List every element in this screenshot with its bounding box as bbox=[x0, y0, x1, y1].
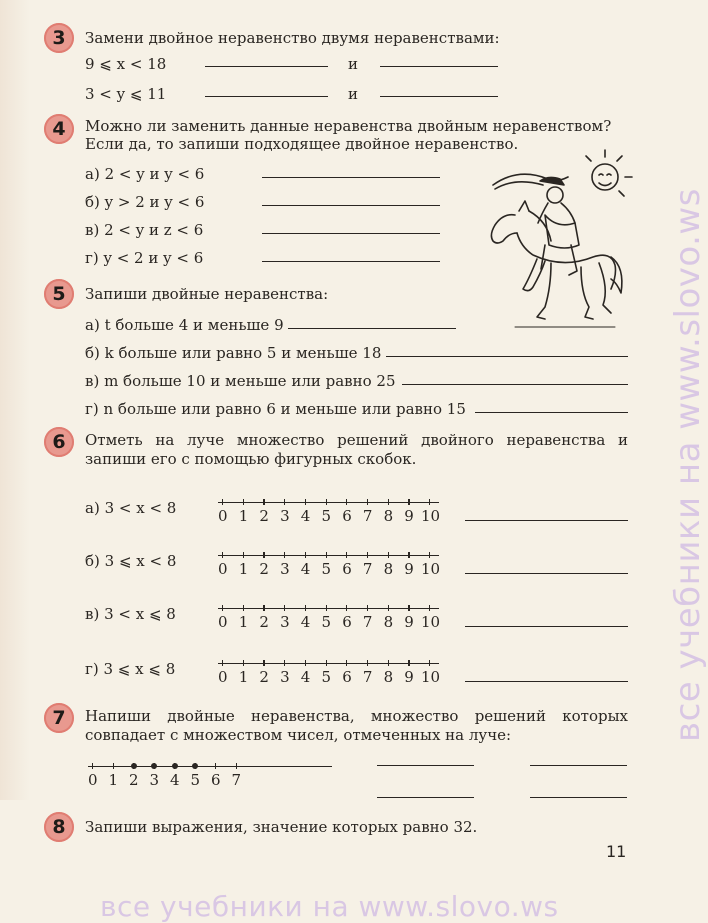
number-line-tick-label: 8 bbox=[383, 560, 394, 578]
task-3-number: 3 bbox=[44, 23, 74, 53]
task-6-item-d: г) 3 ⩽ x ⩽ 8 bbox=[85, 660, 176, 678]
number-line-tick bbox=[243, 552, 244, 558]
number-line-tick bbox=[222, 552, 223, 558]
answer-line[interactable] bbox=[377, 797, 474, 798]
task-4-number: 4 bbox=[44, 114, 74, 144]
number-line-tick-label: 3 bbox=[280, 507, 290, 525]
number-line-tick bbox=[408, 660, 409, 666]
number-line-tick bbox=[326, 605, 327, 611]
answer-line[interactable] bbox=[262, 205, 440, 206]
marked-point bbox=[131, 763, 137, 769]
number-line-tick-label: 7 bbox=[362, 507, 373, 525]
number-line-tick-label: 7 bbox=[362, 668, 373, 686]
task-4-line-2: Если да, то запиши подходящее двойное неравенство. bbox=[85, 135, 519, 153]
number-line-tick bbox=[263, 605, 264, 611]
answer-line[interactable] bbox=[288, 328, 456, 329]
task-3-row-1: 9 ⩽ x < 18 bbox=[85, 55, 167, 73]
task-5-number: 5 bbox=[44, 279, 74, 309]
answer-line[interactable] bbox=[465, 520, 628, 521]
task-5-item-d: г) n больше или равно 6 и меньше или равно 15 bbox=[85, 400, 466, 418]
number-line-tick bbox=[243, 605, 244, 611]
number-line-tick-label: 10 bbox=[421, 668, 441, 686]
answer-line[interactable] bbox=[465, 681, 628, 682]
number-line-axis bbox=[218, 502, 439, 503]
answer-line[interactable] bbox=[530, 797, 627, 798]
number-line-tick-label: 8 bbox=[383, 668, 394, 686]
answer-line[interactable] bbox=[262, 177, 440, 178]
number-line-tick bbox=[284, 499, 285, 505]
number-line-tick bbox=[346, 605, 347, 611]
horse-rider-illustration bbox=[485, 145, 630, 335]
number-line-tick bbox=[263, 552, 264, 558]
task-5-title: Запиши двойные неравенства: bbox=[85, 285, 329, 303]
number-line-tick-label: 10 bbox=[421, 560, 441, 578]
task-6-number: 6 bbox=[44, 427, 74, 457]
number-line-tick-label: 4 bbox=[170, 771, 180, 789]
number-line-tick-label: 6 bbox=[342, 668, 352, 686]
answer-line[interactable] bbox=[380, 96, 498, 97]
number-line-tick bbox=[429, 552, 430, 558]
number-line-tick-label: 3 bbox=[149, 771, 160, 789]
number-line-tick-label: 9 bbox=[404, 560, 414, 578]
number-line-tick bbox=[408, 605, 409, 611]
answer-line[interactable] bbox=[205, 66, 328, 67]
number-line-tick-label: 6 bbox=[342, 507, 352, 525]
number-line-tick bbox=[346, 499, 347, 505]
bottom-watermark: все учебники на www.slovo.ws bbox=[100, 890, 559, 923]
number-line-tick-label: 4 bbox=[300, 560, 311, 578]
number-line-tick bbox=[263, 660, 264, 666]
number-line-tick bbox=[222, 605, 223, 611]
number-line-tick-label: 6 bbox=[342, 613, 352, 631]
number-line-tick-label: 0 bbox=[218, 613, 228, 631]
answer-line[interactable] bbox=[377, 765, 474, 766]
number-line-tick-label: 3 bbox=[280, 668, 290, 686]
number-line-tick-label: 7 bbox=[362, 613, 373, 631]
task-8-title: Запиши выражения, значение которых равно 32. bbox=[85, 818, 478, 836]
number-line-tick-label: 10 bbox=[421, 507, 441, 525]
number-line-tick-label: 2 bbox=[129, 771, 139, 789]
task-4-item-b: б) y > 2 и y < 6 bbox=[85, 193, 205, 211]
answer-line[interactable] bbox=[262, 261, 440, 262]
number-line-tick-label: 5 bbox=[321, 668, 332, 686]
number-line-tick bbox=[222, 660, 223, 666]
marked-point bbox=[151, 763, 157, 769]
task-5-item-a: а) t больше 4 и меньше 9 bbox=[85, 316, 284, 334]
number-line-tick-label: 3 bbox=[280, 613, 290, 631]
page-number: 11 bbox=[606, 842, 627, 861]
marked-point bbox=[172, 763, 178, 769]
task-8-number: 8 bbox=[44, 812, 74, 842]
number-line-tick bbox=[305, 552, 306, 558]
number-line-tick bbox=[284, 605, 285, 611]
answer-line[interactable] bbox=[465, 626, 628, 627]
task-3-title: Замени двойное неравенство двумя неравенствами: bbox=[85, 29, 500, 47]
number-line-tick-label: 4 bbox=[300, 613, 311, 631]
number-line-tick bbox=[388, 552, 389, 558]
number-line-tick bbox=[326, 660, 327, 666]
task-4-line-1: Можно ли заменить данные неравенства двойным неравенством? bbox=[85, 117, 612, 135]
number-line-tick-label: 6 bbox=[211, 771, 221, 789]
number-line-axis bbox=[218, 608, 439, 609]
number-line-tick bbox=[284, 552, 285, 558]
number-line-tick bbox=[367, 552, 368, 558]
answer-line[interactable] bbox=[465, 573, 628, 574]
task-7-line-2: совпадает с множеством чисел, отмеченных на луче: bbox=[85, 726, 512, 744]
number-line-tick bbox=[236, 763, 237, 769]
task-4-item-c: в) 2 < y и z < 6 bbox=[85, 221, 204, 239]
task-6-item-c: в) 3 < x ⩽ 8 bbox=[85, 605, 176, 623]
number-line-tick bbox=[92, 763, 93, 769]
marked-point bbox=[192, 763, 198, 769]
number-line-tick-label: 9 bbox=[404, 668, 414, 686]
task-5-item-b: б) k больше или равно 5 и меньше 18 bbox=[85, 344, 382, 362]
number-line-tick-label: 8 bbox=[383, 613, 394, 631]
task-6-item-b: б) 3 ⩽ x < 8 bbox=[85, 552, 177, 570]
number-line-tick bbox=[367, 605, 368, 611]
number-line-tick-label: 3 bbox=[280, 560, 290, 578]
number-line-tick bbox=[429, 660, 430, 666]
number-line-tick-label: 6 bbox=[342, 560, 352, 578]
task-7-line-1: Напиши двойные неравенства, множество решений которых bbox=[85, 707, 628, 725]
number-line-tick-label: 0 bbox=[218, 560, 228, 578]
number-line-axis bbox=[218, 663, 439, 664]
number-line-tick-label: 1 bbox=[238, 560, 249, 578]
number-line-tick-label: 7 bbox=[231, 771, 242, 789]
answer-line[interactable] bbox=[205, 96, 328, 97]
number-line-tick bbox=[346, 660, 347, 666]
number-line-tick bbox=[326, 499, 327, 505]
number-line-tick-label: 10 bbox=[421, 613, 441, 631]
number-line-tick-label: 1 bbox=[238, 613, 249, 631]
number-line-tick-label: 2 bbox=[259, 507, 269, 525]
number-line-tick bbox=[429, 605, 430, 611]
number-line-tick-label: 1 bbox=[108, 771, 119, 789]
task-5-item-c: в) m больше 10 и меньше или равно 25 bbox=[85, 372, 396, 390]
number-line-tick-label: 0 bbox=[218, 507, 228, 525]
number-line-tick-label: 5 bbox=[321, 507, 332, 525]
number-line-tick-label: 4 bbox=[300, 668, 311, 686]
number-line-axis bbox=[88, 766, 332, 767]
number-line-tick bbox=[305, 660, 306, 666]
number-line-tick bbox=[263, 499, 264, 505]
number-line-tick-label: 9 bbox=[404, 613, 414, 631]
number-line-tick bbox=[367, 660, 368, 666]
side-watermark: все учебники на www.slovo.ws bbox=[668, 188, 708, 742]
task-6-item-a: а) 3 < x < 8 bbox=[85, 499, 177, 517]
number-line-tick-label: 8 bbox=[383, 507, 394, 525]
number-line-tick-label: 2 bbox=[259, 560, 269, 578]
answer-line[interactable] bbox=[402, 384, 628, 385]
number-line-tick bbox=[243, 660, 244, 666]
page-edge bbox=[0, 0, 30, 800]
answer-line[interactable] bbox=[262, 233, 440, 234]
number-line-tick-label: 5 bbox=[190, 771, 201, 789]
number-line-tick bbox=[215, 763, 216, 769]
number-line-tick bbox=[429, 499, 430, 505]
number-line-axis bbox=[218, 555, 439, 556]
number-line-tick-label: 7 bbox=[362, 560, 373, 578]
number-line-tick bbox=[388, 660, 389, 666]
number-line-tick-label: 2 bbox=[259, 613, 269, 631]
answer-line[interactable] bbox=[380, 66, 498, 67]
task-6-line-1: Отметь на луче множество решений двойного неравенства и bbox=[85, 431, 628, 449]
number-line-tick bbox=[305, 499, 306, 505]
number-line-tick-label: 5 bbox=[321, 560, 332, 578]
number-line-tick bbox=[305, 605, 306, 611]
number-line-tick-label: 4 bbox=[300, 507, 311, 525]
number-line-tick bbox=[222, 499, 223, 505]
number-line-tick bbox=[284, 660, 285, 666]
number-line-tick bbox=[113, 763, 114, 769]
answer-line[interactable] bbox=[530, 765, 627, 766]
number-line-tick bbox=[408, 499, 409, 505]
answer-line[interactable] bbox=[475, 412, 628, 413]
and-word: и bbox=[348, 85, 358, 103]
number-line-tick-label: 2 bbox=[259, 668, 269, 686]
number-line-tick bbox=[346, 552, 347, 558]
number-line-tick bbox=[408, 552, 409, 558]
number-line-tick bbox=[388, 605, 389, 611]
number-line-tick-label: 5 bbox=[321, 613, 332, 631]
task-3-row-2: 3 < y ⩽ 11 bbox=[85, 85, 167, 103]
task-6-line-2: запиши его с помощью фигурных скобок. bbox=[85, 450, 417, 468]
task-7-number: 7 bbox=[44, 703, 74, 733]
number-line-tick-label: 0 bbox=[218, 668, 228, 686]
number-line-tick-label: 9 bbox=[404, 507, 414, 525]
number-line-tick-label: 0 bbox=[88, 771, 98, 789]
number-line-tick-label: 1 bbox=[238, 668, 249, 686]
and-word: и bbox=[348, 55, 358, 73]
number-line-tick bbox=[367, 499, 368, 505]
number-line-tick-label: 1 bbox=[238, 507, 249, 525]
answer-line[interactable] bbox=[386, 356, 628, 357]
task-4-item-d: г) y < 2 и y < 6 bbox=[85, 249, 204, 267]
number-line-tick bbox=[388, 499, 389, 505]
number-line-tick bbox=[326, 552, 327, 558]
number-line-tick bbox=[243, 499, 244, 505]
task-4-item-a: а) 2 < y и y < 6 bbox=[85, 165, 205, 183]
